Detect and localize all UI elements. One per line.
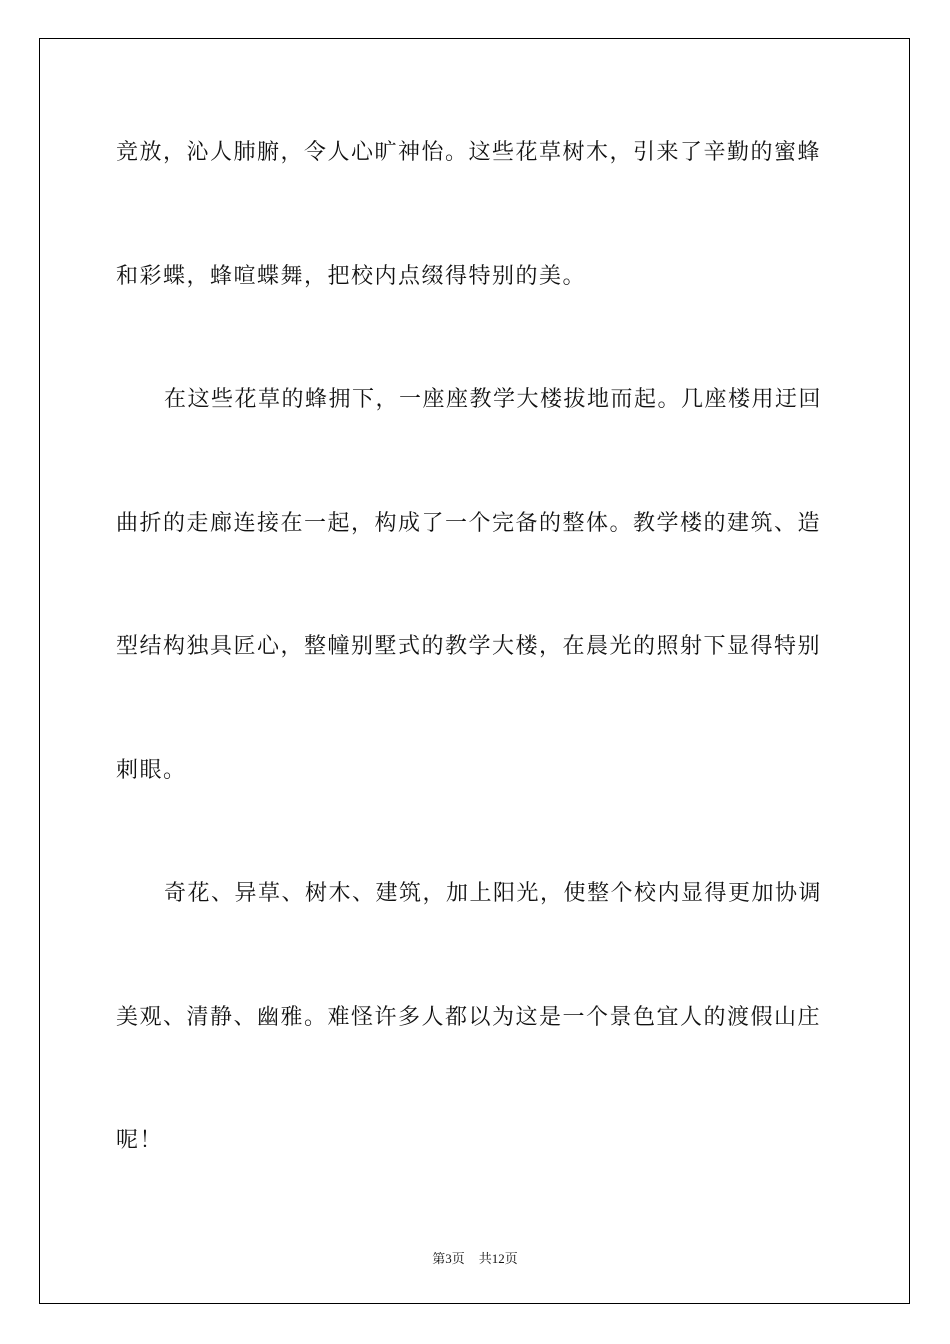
page-frame <box>39 38 910 1304</box>
page-number: 第3页 <box>432 1251 465 1266</box>
text-line: 在这些花草的蜂拥下，一座座教学大楼拔地而起。几座楼用迂回 <box>164 387 823 412</box>
page-footer <box>0 1248 950 1267</box>
text-line: 刺眼。 <box>116 758 187 783</box>
text-line: 美观、清静、幽雅。难怪许多人都以为这是一个景色宜人的渡假山庄 <box>116 1005 822 1030</box>
page-total: 共12页 <box>478 1251 518 1266</box>
text-line: 竞放，沁人肺腑，令人心旷神怡。这些花草树木，引来了辛勤的蜜蜂 <box>116 140 822 165</box>
text-line: 奇花、异草、树木、建筑，加上阳光，使整个校内显得更加协调 <box>164 881 823 906</box>
text-line: 曲折的走廊连接在一起，构成了一个完备的整体。教学楼的建筑、造 <box>116 511 822 536</box>
text-line: 型结构独具匠心，整幢别墅式的教学大楼，在晨光的照射下显得特别 <box>116 634 822 659</box>
text-line: 和彩蝶，蜂喧蝶舞，把校内点缀得特别的美。 <box>116 264 587 289</box>
text-line: 呢！ <box>116 1128 164 1153</box>
